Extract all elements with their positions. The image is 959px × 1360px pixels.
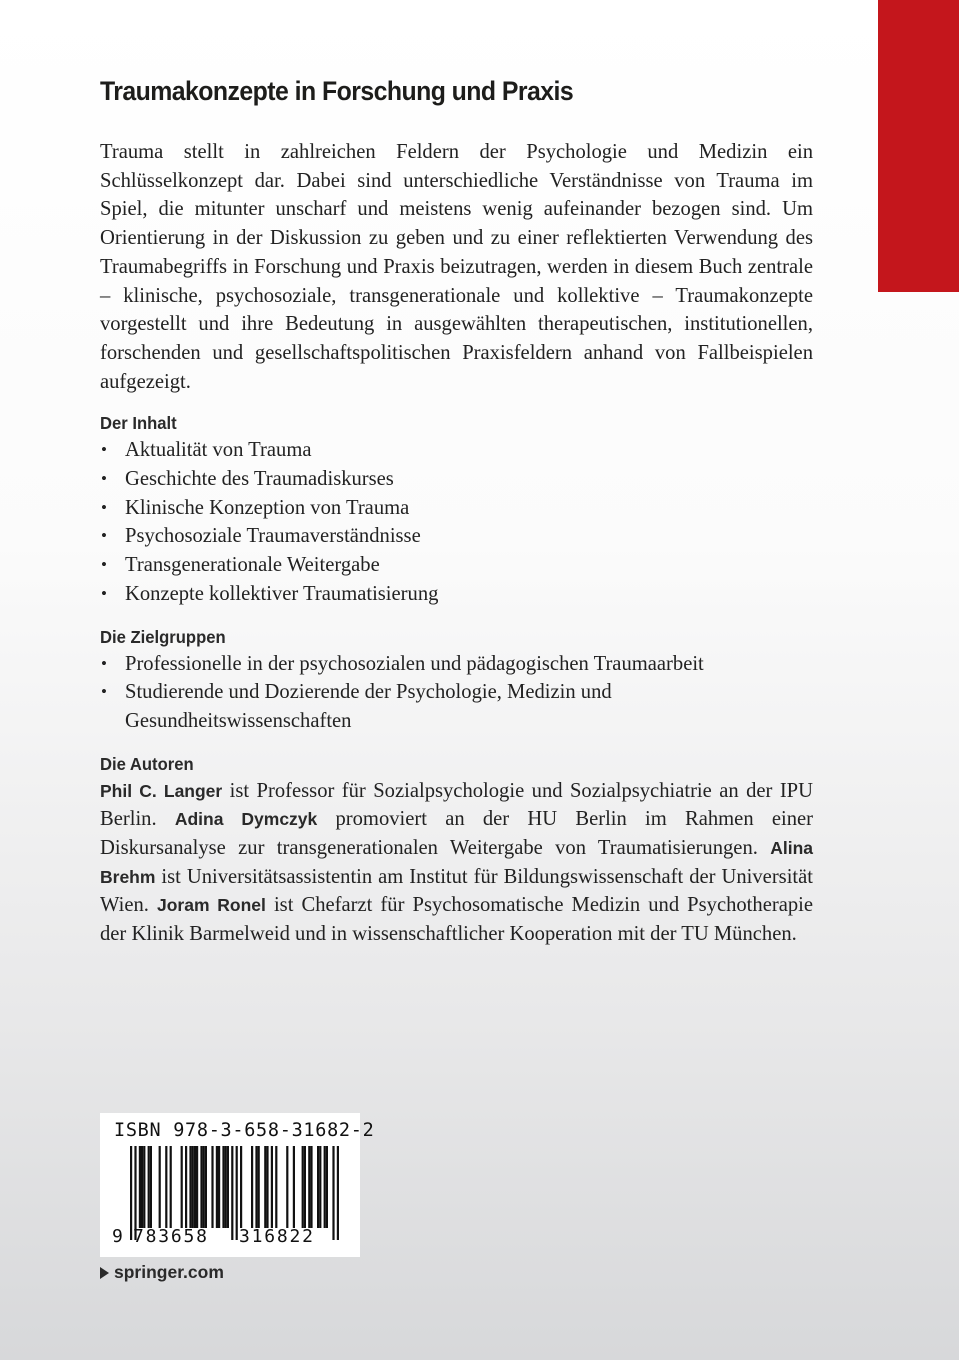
barcode-bar bbox=[255, 1146, 257, 1228]
isbn-number: ISBN 978-3-658-31682-2 bbox=[114, 1120, 375, 1141]
barcode-bar bbox=[258, 1146, 260, 1228]
barcode-bar bbox=[231, 1146, 233, 1240]
barcode-bar bbox=[264, 1146, 266, 1228]
barcode-bar bbox=[165, 1146, 167, 1228]
author-bio: ist Universitätsassistentin am Institut für Bildungswissenschaft der Universität Wien. bbox=[100, 865, 813, 917]
author-bio: promoviert an der HU Berlin im Rahmen einer Diskursanalyse zur transgenerationalen Weitergabe von Traumatisierungen. bbox=[100, 808, 813, 860]
barcode-bar bbox=[236, 1146, 238, 1240]
contents-heading: Der Inhalt bbox=[100, 413, 177, 434]
barcode-bar bbox=[308, 1146, 310, 1228]
barcode-bar bbox=[141, 1146, 143, 1228]
barcode-bar bbox=[304, 1146, 306, 1228]
barcode-bar bbox=[251, 1146, 253, 1228]
barcode-bar bbox=[302, 1146, 304, 1228]
barcode-digits-right: 316822 bbox=[239, 1226, 315, 1247]
barcode-bar bbox=[194, 1146, 196, 1228]
website-label: springer.com bbox=[114, 1262, 224, 1282]
red-accent-tab bbox=[878, 0, 959, 292]
barcode-bar bbox=[293, 1146, 295, 1228]
audience-list bbox=[100, 650, 813, 736]
authors-paragraph bbox=[100, 777, 813, 949]
barcode-bar bbox=[266, 1146, 268, 1228]
barcode-bar bbox=[205, 1146, 207, 1228]
barcode-bar bbox=[332, 1146, 334, 1240]
barcode-bar bbox=[222, 1146, 224, 1228]
barcode-bar bbox=[319, 1146, 321, 1228]
barcode-bar bbox=[192, 1146, 194, 1228]
barcode-digits-left: 783658 bbox=[133, 1226, 209, 1247]
barcode-bar bbox=[159, 1146, 161, 1228]
barcode-bar bbox=[310, 1146, 312, 1228]
audience-heading: Die Zielgruppen bbox=[100, 626, 226, 647]
arrow-right-icon bbox=[100, 1267, 109, 1279]
author-bio: ist Chefarzt für Psychosomatische Medizin und Psychotherapie der Klinik Barmelweid und in wissenschaftlicher Kooperation mit der TU München. bbox=[100, 894, 814, 946]
barcode-bar bbox=[185, 1146, 187, 1228]
barcode-bar bbox=[170, 1146, 172, 1228]
list-item: • Psychosoziale Traumaverständnisse bbox=[100, 522, 813, 551]
list-item: • Aktualität von Trauma bbox=[100, 436, 813, 465]
author-bio: ist Professor für Sozialpsychologie und Sozialpsychiatrie an der IPU Berlin. bbox=[100, 779, 813, 831]
barcode-bar bbox=[139, 1146, 141, 1228]
barcode-bar bbox=[203, 1146, 205, 1228]
intro-paragraph: Trauma stellt in zahlreichen Feldern der Psychologie und Medizin ein Schlüsselkonzept dar. Dabei sind unterschiedliche Verständnisse von Trauma im Spiel, die mitunter unscharf und meistens wenig aufeinander bezogen sind. Um Orientierung in der Diskussion zu geben und zu einer reflektierten Verwendung des Traumabegriffs in Forschung und Praxis beizutragen, werden in diesem Buch zentrale – klinische, psychosoziale, transgenerationale und kollektive – Traumakonzepte vorgestellt und ihre Bedeutung in ausgewählten therapeutischen, institutionellen, forschenden und gesellschaftspolitischen Praxisfeldern anhand von Fallbeispielen aufgezeigt. bbox=[100, 141, 813, 393]
barcode-bar bbox=[189, 1146, 191, 1228]
back-cover-content bbox=[100, 74, 813, 949]
barcode-bar bbox=[324, 1146, 326, 1228]
barcode-digit-first: 9 bbox=[112, 1226, 123, 1247]
book-title: Traumakonzepte in Forschung und Praxis bbox=[100, 76, 574, 106]
barcode-bar bbox=[317, 1146, 319, 1228]
barcode-bar bbox=[196, 1146, 198, 1228]
author-name: Phil C. Langer bbox=[100, 780, 223, 801]
list-item: • Geschichte des Traumadiskurses bbox=[100, 465, 813, 494]
barcode-bar bbox=[240, 1146, 242, 1228]
barcode-bar bbox=[150, 1146, 152, 1228]
author-name: Joram Ronel bbox=[156, 895, 266, 916]
list-item: • Klinische Konzeption von Trauma bbox=[100, 494, 813, 523]
list-item: • Transgenerationale Weitergabe bbox=[100, 551, 813, 580]
barcode-bar bbox=[200, 1146, 202, 1228]
list-item: • Konzepte kollektiver Traumatisierung bbox=[100, 580, 813, 609]
authors-heading: Die Autoren bbox=[100, 753, 194, 774]
barcode-bar bbox=[130, 1146, 132, 1240]
barcode-bar bbox=[181, 1146, 183, 1228]
isbn-barcode bbox=[100, 1113, 375, 1257]
contents-list bbox=[100, 436, 813, 608]
barcode-bar bbox=[286, 1146, 288, 1228]
barcode-bar bbox=[271, 1146, 273, 1228]
barcode-bar bbox=[227, 1146, 229, 1228]
barcode-bar bbox=[337, 1146, 339, 1240]
barcode-bar bbox=[275, 1146, 277, 1228]
barcode-bar bbox=[218, 1146, 220, 1228]
barcode-bar bbox=[225, 1146, 227, 1228]
author-name: Alina Brehm bbox=[100, 838, 813, 887]
list-item: • Studierende und Dozierende der Psychologie, Medizin und Gesundheitswissenschaften bbox=[100, 678, 813, 735]
barcode-bar bbox=[326, 1146, 328, 1228]
website-link[interactable] bbox=[100, 1262, 224, 1283]
list-item: • Professionelle in der psychosozialen und pädagogischen Traumaarbeit bbox=[100, 650, 813, 679]
barcode-bar bbox=[216, 1146, 218, 1228]
author-name: Adina Dymczyk bbox=[174, 809, 318, 830]
barcode-bar bbox=[143, 1146, 145, 1228]
barcode-bar bbox=[148, 1146, 150, 1228]
barcode-bar bbox=[211, 1146, 213, 1228]
